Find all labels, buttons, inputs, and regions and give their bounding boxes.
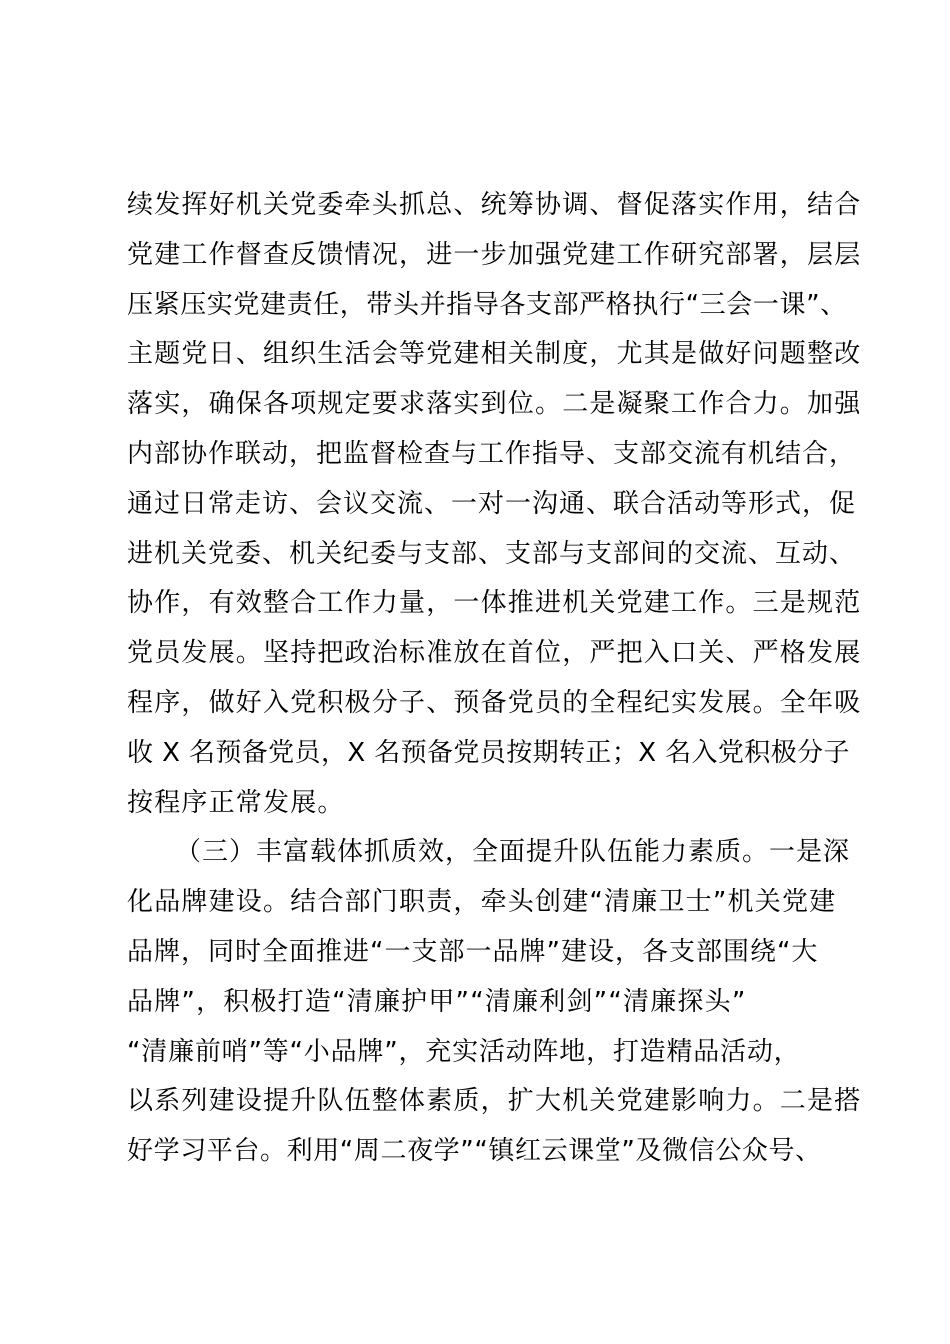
text-line: （三）丰富载体抓质效，全面提升队伍能力素质。一是深 <box>175 837 851 868</box>
text-line: 落实，确保各项规定要求落实到位。二是凝聚工作合力。加强 <box>127 389 862 420</box>
text-line: 收 X 名预备党员，X 名预备党员按期转正；X 名入党积极分子 <box>127 737 850 768</box>
text-line: 党建工作督查反馈情况，进一步加强党建工作研究部署，层层 <box>127 239 862 270</box>
text-line: 续发挥好机关党委牵头抓总、统筹协调、督促落实作用，结合 <box>127 190 862 220</box>
text-line: 内部协作联动，把监督检查与工作指导、支部交流有机结合， <box>127 438 857 469</box>
text-line: 进机关党委、机关纪委与支部、支部与支部间的交流、互动、 <box>127 538 857 569</box>
text-line: 化品牌建设。结合部门职责，牵头创建“清廉卫士”机关党建 <box>127 887 837 918</box>
text-line: 主题党日、组织生活会等党建相关制度，尤其是做好问题整改 <box>127 339 862 370</box>
text-line: 以系列建设提升队伍整体素质，扩大机关党建影响力。二是搭 <box>127 1086 862 1117</box>
text-line: 品牌，同时全面推进“一支部一品牌”建设，各支部围绕“大 <box>127 936 819 967</box>
text-line: 按程序正常发展。 <box>127 787 345 818</box>
text-line: 好学习平台。利用“周二夜学”“镇红云课堂”及微信公众号、 <box>127 1136 822 1167</box>
text-line: 程序，做好入党积极分子、预备党员的全程纪实发展。全年吸 <box>127 687 862 718</box>
text-line: 通过日常走访、会议交流、一对一沟通、联合活动等形式，促 <box>127 488 857 519</box>
body-text <box>127 181 862 1177</box>
text-line: 党员发展。坚持把政治标准放在首位，严把入口关、严格发展 <box>127 638 862 669</box>
text-line: 协作，有效整合工作力量，一体推进机关党建工作。三是规范 <box>127 588 862 619</box>
text-line: 压紧压实党建责任，带头并指导各支部严格执行“三会一课”、 <box>127 289 847 320</box>
text-line: “清廉前哨”等“小品牌”，充实活动阵地，打造精品活动， <box>127 1036 801 1067</box>
text-line: 品牌”，积极打造“清廉护甲”“清廉利剑”“清廉探头” <box>127 986 747 1017</box>
